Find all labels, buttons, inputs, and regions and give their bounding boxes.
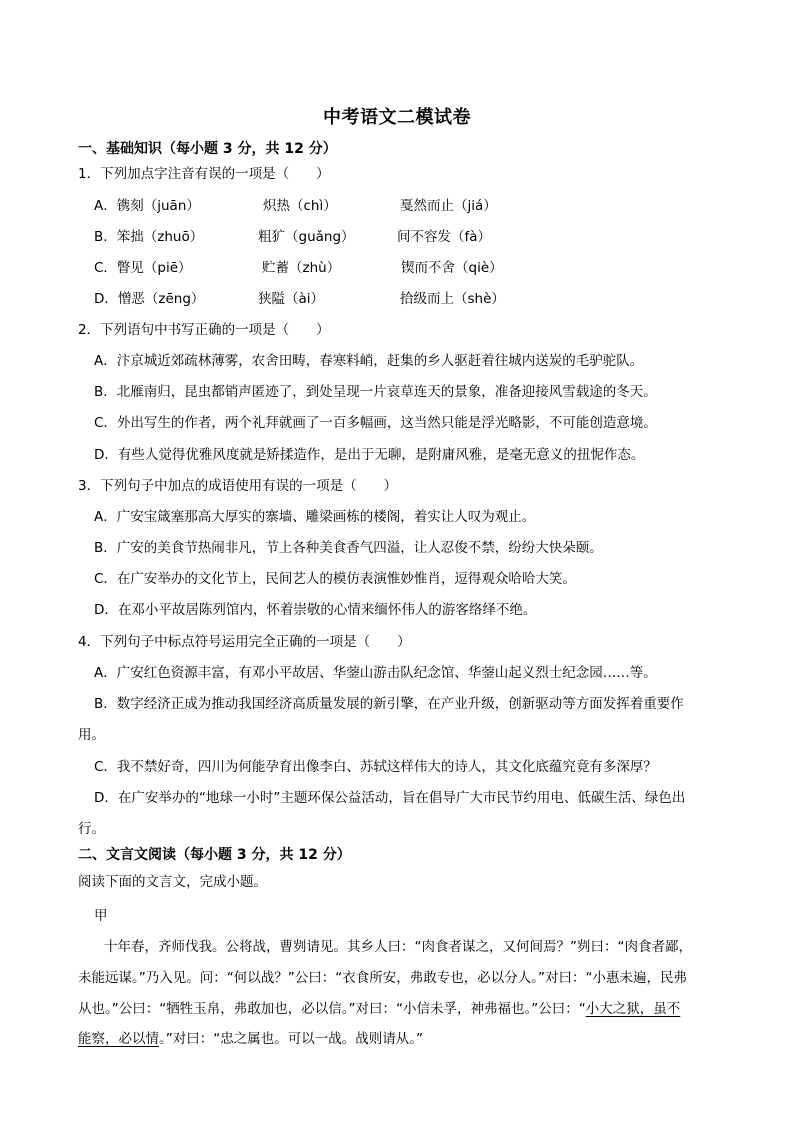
passage-line-2: 未能远谋。”乃入见。问：“何以战？”公曰：“衣食所安，弗敢专也，必以分人。”对曰：“小惠未遍，民弗 [78, 970, 687, 986]
q3-option-a: A．广安宝箴塞那高大厚实的寨墙、雕梁画栋的楼阁，着实让人叹为观止。 [94, 509, 536, 525]
q1-option-a-3: 戛然而止（jiá） [400, 198, 497, 214]
q1-option-c-2: 贮蓄（zhù） [262, 260, 341, 276]
section2-heading: 二、文言文阅读（每小题 3 分，共 12 分） [78, 847, 351, 863]
q1-option-a: A．镌刻（juān） [94, 198, 200, 214]
q2-option-a: A．汴京城近郊疏林薄雾，农舍田畴，春寒料峭，赶集的乡人驱赶着往城内送炭的毛驴驼队。 [94, 353, 644, 369]
q4-option-b: B．数字经济正成为推动我国经济高质量发展的新引擎，在产业升级，创新驱动等方面发挥着重要作 [94, 696, 684, 712]
passage-line-4 [78, 1029, 423, 1049]
q4-stem: 4．下列句子中标点符号运用完全正确的一项是（ ） [78, 634, 411, 650]
q4-option-a: A．广安红色资源丰富，有邓小平故居、华蓥山游击队纪念馆、华蓥山起义烈士纪念园……等。 [94, 665, 657, 681]
q2-option-c: C．外出写生的作者，两个礼拜就画了一百多幅画，这当然只能是浮光略影，不可能创造意境。 [94, 415, 657, 431]
q2-stem: 2．下列语句中书写正确的一项是（ ） [78, 322, 330, 338]
passage-line-4-text: 。”对曰：“忠之属也。可以一战。战则请从。” [159, 1031, 423, 1047]
q2-option-d: D．有些人觉得优雅风度就是矫揉造作，是出于无聊，是附庸风雅，是毫无意义的扭怩作态。 [94, 447, 645, 463]
q1-option-d-2: 狭隘（ài） [258, 291, 325, 307]
page-title: 中考语文二模试卷 [323, 107, 471, 128]
q3-stem: 3．下列句子中加点的成语使用有误的一项是（ ） [78, 478, 398, 494]
q1-option-b-2: 粗犷（guǎng） [258, 229, 355, 245]
q1-option-c-3: 锲而不舍（qiè） [401, 260, 503, 276]
underlined-phrase-1: 小大之狱，虽不 [585, 1001, 681, 1017]
q3-option-c: C．在广安举办的文化节上，民间艺人的模仿表演惟妙惟肖，逗得观众哈哈大笑。 [94, 571, 576, 587]
q3-option-b: B．广安的美食节热闹非凡，节上各种美食香气四溢，让人忍俊不禁，纷纷大快朵颐。 [94, 540, 603, 556]
q1-option-b-3: 间不容发（fà） [397, 229, 492, 245]
q1-option-a-2: 炽热（chì） [263, 198, 337, 214]
passage-line-3 [78, 999, 680, 1019]
section1-heading: 一、基础知识（每小题 3 分，共 12 分） [78, 141, 337, 157]
q4-option-d: D．在广安举办的“地球一小时”主题环保公益活动，旨在倡导广大市民节约用电、低碳生活、绿色出 [94, 790, 686, 806]
q1-option-d: D．憎恶（zēng） [94, 291, 205, 307]
q4-option-d-cont: 行。 [78, 821, 105, 837]
q2-option-b: B．北雁南归，昆虫都销声匿迹了，到处呈现一片哀草连天的景象，准备迎接风雪载途的冬天。 [94, 384, 657, 400]
q1-option-d-3: 拾级而上（shè） [400, 291, 505, 307]
q4-option-c: C．我不禁好奇，四川为何能孕育出像李白、苏轼这样伟大的诗人，其文化底蕴究竟有多深厚？ [94, 759, 657, 775]
q1-option-b: B．笨拙（zhuō） [94, 229, 204, 245]
underlined-phrase-2: 能察，必以情 [78, 1031, 159, 1047]
passage-line-1: 十年春，齐师伐我。公将战，曹刿请见。其乡人曰：“肉食者谋之，又何间焉？”刿曰：“肉食者鄙， [104, 939, 692, 955]
q1-option-c: C．瞥见（piē） [94, 260, 192, 276]
passage-label: 甲 [94, 908, 108, 924]
section2-intro: 阅读下面的文言文，完成小题。 [78, 874, 267, 890]
passage-line-3-text: 从也。”公曰：“牺牲玉帛，弗敢加也，必以信。”对曰：“小信未孚，神弗福也。”公曰：“ [78, 1001, 586, 1017]
q1-stem: 1．下列加点字注音有误的一项是（ ） [78, 166, 330, 182]
q3-option-d: D．在邓小平故居陈列馆内，怀着崇敬的心情来缅怀伟人的游客络绎不绝。 [94, 602, 537, 618]
q4-option-b-cont: 用。 [78, 727, 105, 743]
